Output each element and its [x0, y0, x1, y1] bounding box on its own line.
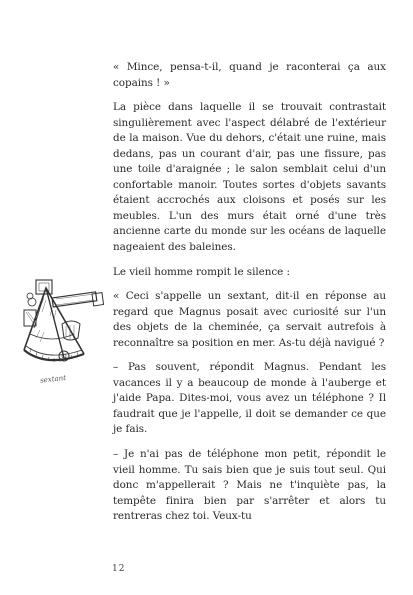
paragraph: – Pas souvent, répondit Magnus. Pendant les vacances il y a beaucoup de monde à l'auberge et j'aide Papa. Dites-moi, vous avez un téléphone ? Il faudrait que je l'appelle, il doit se demander ce que je fais. [113, 361, 386, 436]
body-text [113, 60, 386, 534]
paragraph: « Mince, pensa-t-il, quand je raconterai ça aux copains ! » [113, 61, 386, 89]
illustration-caption: sextant [39, 373, 67, 385]
paragraph: « Ceci s'appelle un sextant, dit-il en réponse au regard que Magnus posait avec curiosité sur l'un des objets de la cheminée, ça servait autrefois à reconnaître sa position en mer. As-tu déjà navigué ? [113, 290, 386, 349]
paragraph: Le vieil homme rompit le silence : [113, 265, 290, 278]
sextant-illustration [6, 258, 114, 378]
paragraph: La pièce dans laquelle il se trouvait contrastait singulièrement avec l'aspect délabré de l'extérieur de la maison. Vue du dehors, c'était une ruine, mais dedans, pas un courant d'air, pas une fissure, pas une toile d'araignée ; le salon semblait celui d'un confortable manoir. Toutes sortes d'objets savants étaient accrochés aux cloisons et posés sur les meubles. L'un des murs était orné d'une très ancienne carte du monde sur les océans de laquelle nageaient des baleines. [113, 101, 386, 254]
page-number: 12 [112, 564, 126, 574]
sextant-icon [6, 258, 114, 378]
paragraph: – Je n'ai pas de téléphone mon petit, répondit le vieil homme. Tu sais bien que je suis tout seul. Qui donc m'appellerait ? Mais ne t'inquiète pas, la tempête finira bien par s'arrêter et alors tu rentreras chez toi. Veux-tu [113, 448, 386, 523]
